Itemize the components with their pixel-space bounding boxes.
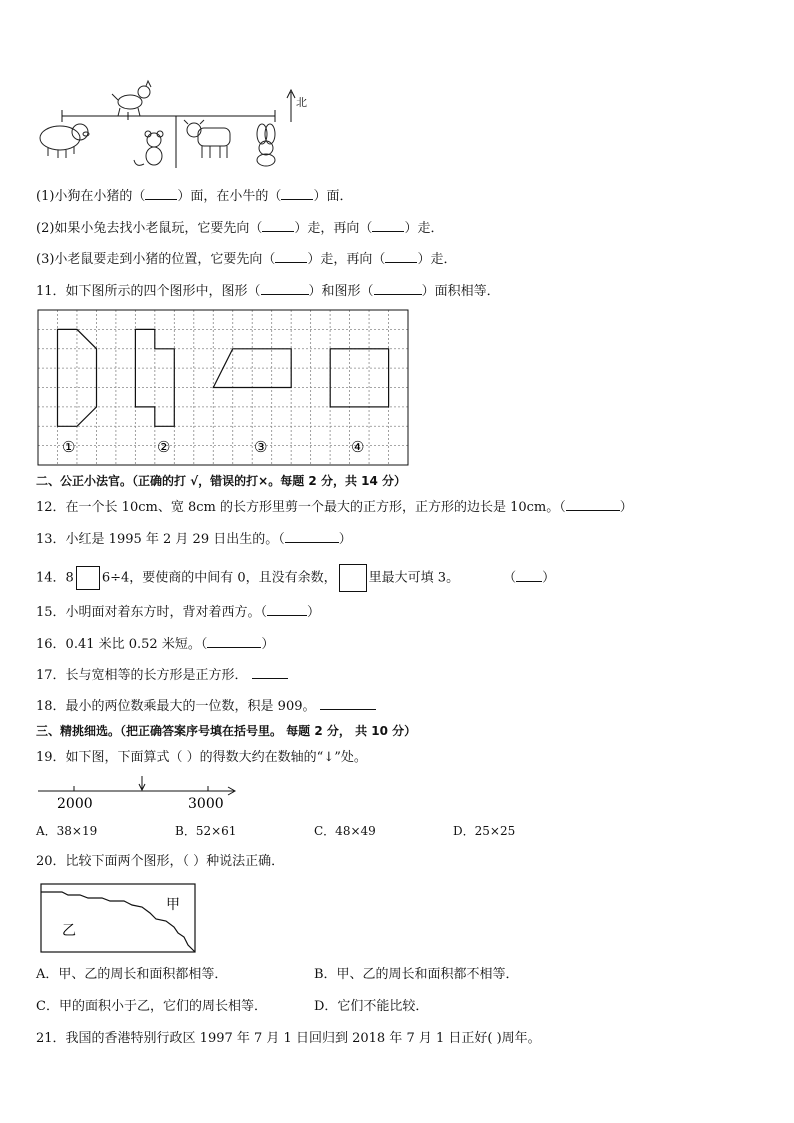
shape-label-2: ② (157, 438, 171, 456)
q19-option-c[interactable]: C．48×49 (314, 824, 376, 838)
animal-map-figure (30, 80, 330, 170)
label-yi: 乙 (62, 923, 76, 939)
q20-shapes-figure (40, 883, 196, 953)
q20-option-d[interactable]: D．它们不能比较． (314, 999, 429, 1014)
section-2-title: 二、公正小法官。（正确的打 √，错误的打×。每题 2 分，共 14 分） (36, 474, 406, 488)
axis-label-2000: 2000 (57, 796, 93, 812)
rabbit-icon (257, 124, 275, 166)
q18: 18．最小的两位数乘最大的一位数，积是 909。 (36, 697, 376, 716)
q14-digit-box-2[interactable] (339, 564, 367, 592)
q14: 14．8 6÷4，要使商的中间有 0，且没有余数， 里最大可填 3。 （ ） (36, 564, 555, 592)
down-arrow-icon (139, 776, 145, 790)
q20-option-b[interactable]: B．甲、乙的周长和面积都不相等． (314, 967, 519, 982)
q11-grid-figure (38, 310, 408, 465)
q19-option-d[interactable]: D．25×25 (453, 824, 516, 838)
q14-digit-box-1[interactable] (76, 566, 100, 590)
shape-label-4: ④ (351, 438, 365, 456)
section-3-title: 三、精挑细选。（把正确答案序号填在括号里。 每题 2 分， 共 10 分） (36, 724, 417, 738)
q11-question: 11．如下图所示的四个图形中，图形（ ）和图形（ ）面积相等． (36, 284, 500, 299)
shape-label-3: ③ (254, 438, 268, 456)
q20-option-a[interactable]: A．甲、乙的周长和面积都相等． (36, 967, 228, 982)
q10-part1: (1)小狗在小猪的（ ）面，在小牛的（ ）面． (36, 189, 353, 204)
q15: 15．小明面对着东方时，背对着西方。（ ） (36, 605, 321, 620)
q13: 13．小红是 1995 年 2 月 29 日出生的。（ ） (36, 532, 352, 547)
mouse-icon (134, 131, 163, 165)
q19-option-b[interactable]: B．52×61 (175, 824, 237, 838)
axis-label-3000: 3000 (188, 796, 224, 812)
north-arrow-icon (287, 90, 295, 122)
pig-icon (40, 124, 89, 158)
north-label: 北 (296, 96, 307, 109)
q21-question: 21．我国的香港特别行政区 1997 年 7 月 1 日回归到 2018 年 7 月 1 日正好( )周年。 (36, 1031, 541, 1046)
q10-part2: (2)如果小兔去找小老鼠玩，它要先向（ ）走，再向（ ）走． (36, 221, 444, 236)
shape-label-1: ① (62, 438, 76, 456)
q20-option-c[interactable]: C．甲的面积小于乙，它们的周长相等． (36, 999, 267, 1014)
cow-icon (184, 120, 230, 158)
label-jia: 甲 (166, 897, 180, 913)
q12: 12．在一个长 10cm、宽 8cm 的长方形里剪一个最大的正方形，正方形的边长是 10cm。（ ） (36, 500, 633, 515)
shape-4 (330, 349, 388, 407)
dog-icon (112, 81, 151, 116)
q20-question: 20．比较下面两个图形，（ ）种说法正确． (36, 854, 285, 869)
shape-2 (135, 329, 174, 426)
q10-part3: (3)小老鼠要走到小猪的位置，它要先向（ ）走，再向（ ）走． (36, 252, 457, 267)
q19-question: 19．如下图，下面算式（ ）的得数大约在数轴的“↓”处。 (36, 750, 367, 765)
q19-option-a[interactable]: A．38×19 (36, 824, 98, 838)
q16: 16．0.41 米比 0.52 米短。（ ） (36, 637, 275, 652)
q17: 17．长与宽相等的长方形是正方形． (36, 666, 288, 685)
q19-number-line (38, 776, 238, 812)
